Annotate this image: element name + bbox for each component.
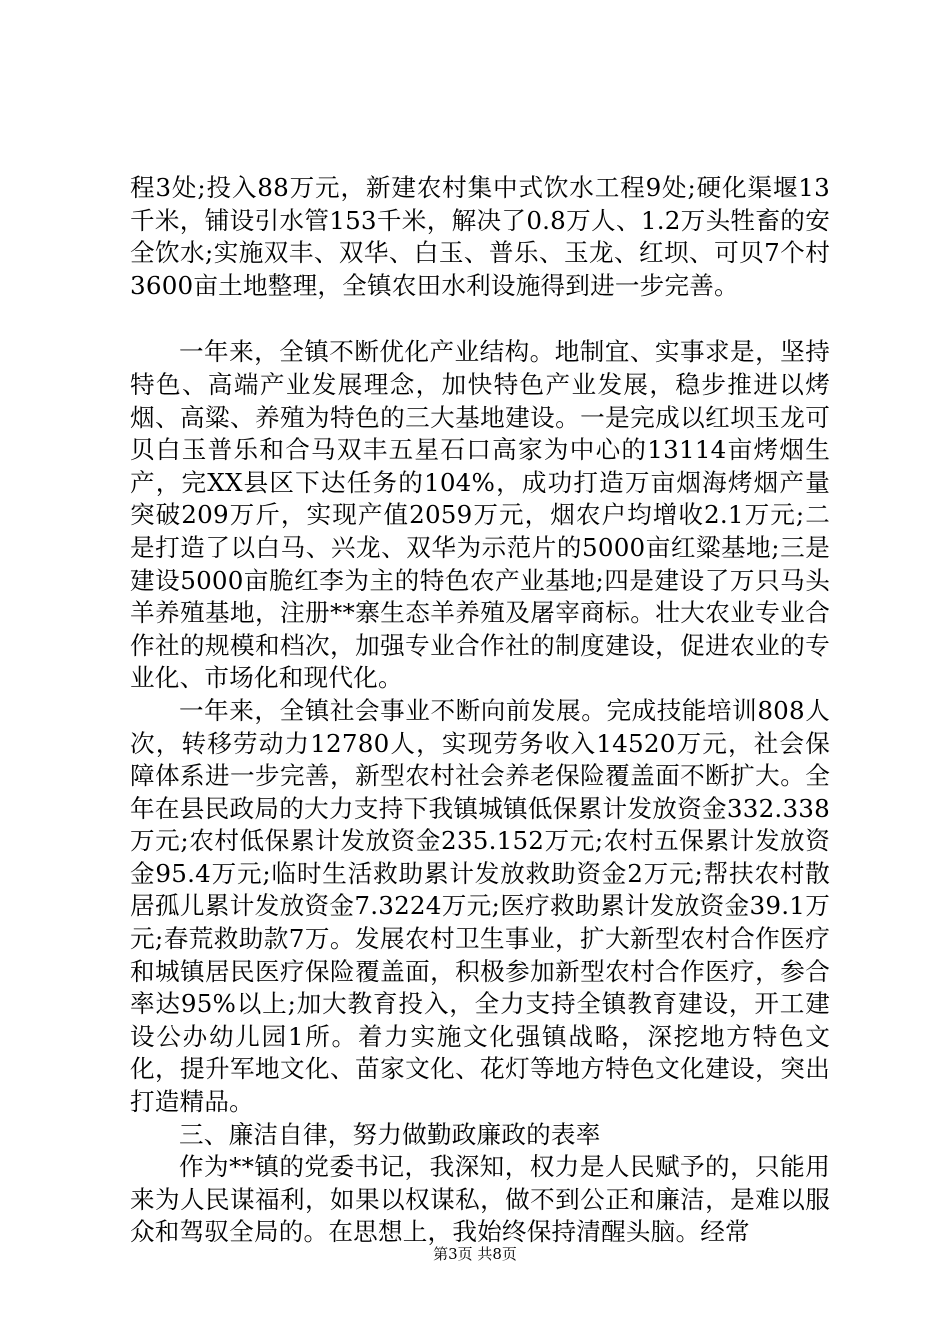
section-heading-integrity: 三、廉洁自律，努力做勤政廉政的表率 xyxy=(179,1119,601,1149)
paragraph-party-secretary: 作为**镇的党委书记，我深知，权力是人民赋予的，只能用来为人民谋福利，如果以权谋私，做不到公正和廉洁，是难以服众和驾驭全局的。在思想上，我始终保持清醒头脑。经常 xyxy=(130,1152,830,1247)
document-body xyxy=(130,172,830,1249)
paragraph-social-affairs: 一年来，全镇社会事业不断向前发展。完成技能培训808人次，转移劳动力12780人，实现劳务收入14520万元，社会保障体系进一步完善，新型农村社会养老保险覆盖面不断扩大。全年在县民政局的大力支持下我镇城镇低保累计发放资金332.338万元;农村低保累计发放资金235.152万元;农村五保累计发放资金95.4万元;临时生活救助累计发放救助资金2万元;帮扶农村散居孤儿累计发放资金7.3224万元;医疗救助累计发放资金39.1万元;春荒救助款7万。发展农村卫生事业，扩大新型农村合作医疗和城镇居民医疗保险覆盖面，积极参加新型农村合作医疗，参合率达95%以上;加大教育投入，全力支持全镇教育建设，开工建设公办幼儿园1所。着力实施文化强镇战略，深挖地方特色文化，提升军地文化、苗家文化、花灯等地方特色文化建设，突出打造精品。 xyxy=(130,695,830,1117)
paragraph-industry-structure: 一年来，全镇不断优化产业结构。地制宜、实事求是，坚持特色、高端产业发展理念，加快特色产业发展，稳步推进以烤烟、高粱、养殖为特色的三大基地建设。一是完成以红坝玉龙可贝白玉普乐和合马双丰五星石口高家为中心的13114亩烤烟生产，完XX县区下达任务的104%，成功打造万亩烟海烤烟产量突破209万斤，实现产值2059万元，烟农户均增收2.1万元;二是打造了以白马、兴龙、双华为示范片的5000亩红粱基地;三是建设5000亩脆红李为主的特色农产业基地;四是建设了万只马头羊养殖基地，注册**寨生态羊养殖及屠宰商标。壮大农业专业合作社的规模和档次，加强专业合作社的制度建设，促进农业的专业化、市场化和现代化。 xyxy=(130,337,830,693)
paragraph-water-projects: 程3处;投入88万元，新建农村集中式饮水工程9处;硬化渠堰13千米，铺设引水管153千米，解决了0.8万人、1.2万头牲畜的安全饮水;实施双丰、双华、白玉、普乐、玉龙、红坝、可贝7个村3600亩土地整理，全镇农田水利设施得到进一步完善。 xyxy=(130,173,830,300)
page-number-footer: 第3页 共8页 xyxy=(433,1245,517,1263)
